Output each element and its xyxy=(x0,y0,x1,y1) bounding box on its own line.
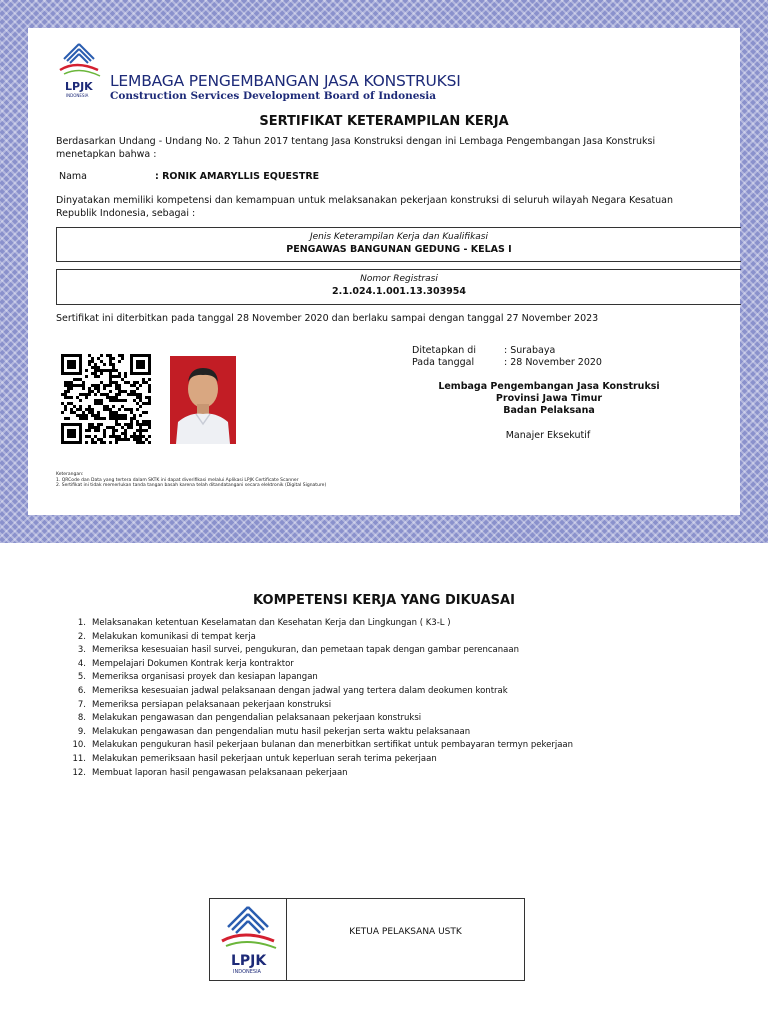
qualification-value: PENGAWAS BANGUNAN GEDUNG - KELAS I xyxy=(286,244,512,255)
note-1: 1. QRCode dan Data yang tertera dalam SKTK ini dapat diverifikasi melalui Aplikasi LPJK Certificate Scanner xyxy=(56,477,299,483)
competency-list xyxy=(68,617,573,780)
list-item: 11. Melakukan pemeriksaan hasil pekerjaan untuk keperluan serah terima pekerjaan xyxy=(72,753,437,764)
certificate-body xyxy=(28,28,740,515)
name-value: : RONIK AMARYLLIS EQUESTRE xyxy=(155,171,320,182)
registration-number: 2.1.024.1.001.13.303954 xyxy=(331,286,467,297)
list-item: 12. Membuat laporan hasil pengawasan pelaksanaan pekerjaan xyxy=(72,767,348,778)
list-item: 1. Melaksanakan ketentuan Keselamatan dan Kesehatan Kerja dan Lingkungan ( K3-L ) xyxy=(77,618,451,628)
issuer-line-3: Badan Pelaksana xyxy=(503,405,595,416)
tanggal-value: : 28 November 2020 xyxy=(504,357,602,368)
list-item: 2. Melakukan komunikasi di tempat kerja xyxy=(77,631,256,642)
issuer-block xyxy=(404,381,694,417)
list-item: 4. Mempelajari Dokumen Kontrak kerja kontraktor xyxy=(77,658,294,669)
qualification-label: Jenis Keterampilan Kerja dan Kualifikasi xyxy=(309,232,488,242)
notes xyxy=(56,472,326,489)
list-item: 5. Memeriksa organisasi proyek dan kesiapan lapangan xyxy=(77,672,318,683)
signer-title: Manajer Eksekutif xyxy=(505,430,591,441)
list-item: 3. Memeriksa kesesuaian hasil survei, pengukuran, dan pemetaan tapak dengan gambar perencanaan xyxy=(77,645,519,656)
org-subtitle: Construction Services Development Board of Indonesia xyxy=(110,90,437,102)
list-item: 8. Melakukan pengawasan dan pengendalian pelaksanaan pekerjaan konstruksi xyxy=(77,713,422,724)
notes-title: Keterangan: xyxy=(56,472,84,477)
list-item: 10. Melakukan pengukuran hasil pekerjaan bulanan dan menerbitkan sertifikat untuk pembayaran termyn pekerjaan xyxy=(72,740,574,751)
ditetapkan-label: Ditetapkan di xyxy=(412,345,476,356)
footer-signature-box xyxy=(209,898,525,981)
qr-code xyxy=(61,354,151,444)
footer-logo-subtext: INDONESIA xyxy=(233,969,261,975)
list-item: 9. Melakukan pengawasan dan pengendalian mutu hasil pekerjan serta waktu pelaksanaan xyxy=(77,726,471,737)
ditetapkan-value: : Surabaya xyxy=(504,345,556,356)
issuer-line-1: Lembaga Pengembangan Jasa Konstruksi xyxy=(438,381,660,392)
logo-text: LPJK xyxy=(65,80,93,93)
registration-label: Nomor Registrasi xyxy=(360,274,438,284)
statement-paragraph: Dinyatakan memiliki kompetensi dan kemampuan untuk melaksanakan pekerjaan konstruksi di seluruh wilayah Negara Kesatuan Republik Indonesia, sebagai : xyxy=(56,195,674,219)
list-item: 7. Memeriksa persiapan pelaksanaan pekerjaan konstruksi xyxy=(77,699,332,710)
name-label: Nama xyxy=(59,171,88,182)
validity-text: Sertifikat ini diterbitkan pada tanggal 28 November 2020 dan berlaku sampai dengan tanggal 27 November 2023 xyxy=(56,313,599,324)
competency-title: KOMPETENSI KERJA YANG DIKUASAI xyxy=(253,593,515,608)
lpjk-logo xyxy=(54,40,104,100)
logo-subtext: INDONESIA xyxy=(66,93,89,98)
list-item: 6. Memeriksa kesesuaian jadwal pelaksanaan dengan jadwal yang tertera dalam deokumen kontrak xyxy=(77,685,508,696)
holder-photo xyxy=(170,356,236,444)
footer-signer: KETUA PELAKSANA USTK xyxy=(349,927,462,937)
note-2: 2. Sertifikat ini tidak memerlukan tanda tangan basah karena telah ditandatangani secara elektronik (Digital Signature) xyxy=(56,483,327,488)
issuer-line-2: Provinsi Jawa Timur xyxy=(495,393,603,404)
org-name: LEMBAGA PENGEMBANGAN JASA KONSTRUKSI xyxy=(110,72,461,90)
registration-box xyxy=(56,269,741,305)
tanggal-label: Pada tanggal xyxy=(412,357,475,368)
qualification-box xyxy=(56,227,741,262)
footer-logo xyxy=(210,899,287,980)
intro-paragraph: Berdasarkan Undang - Undang No. 2 Tahun 2017 tentang Jasa Konstruksi dengan ini Lembaga Pengembangan Jasa Konstruksi menetapkan bahwa : xyxy=(56,136,656,160)
certificate-title: SERTIFIKAT KETERAMPILAN KERJA xyxy=(259,114,509,129)
footer-logo-text: LPJK xyxy=(231,953,267,969)
